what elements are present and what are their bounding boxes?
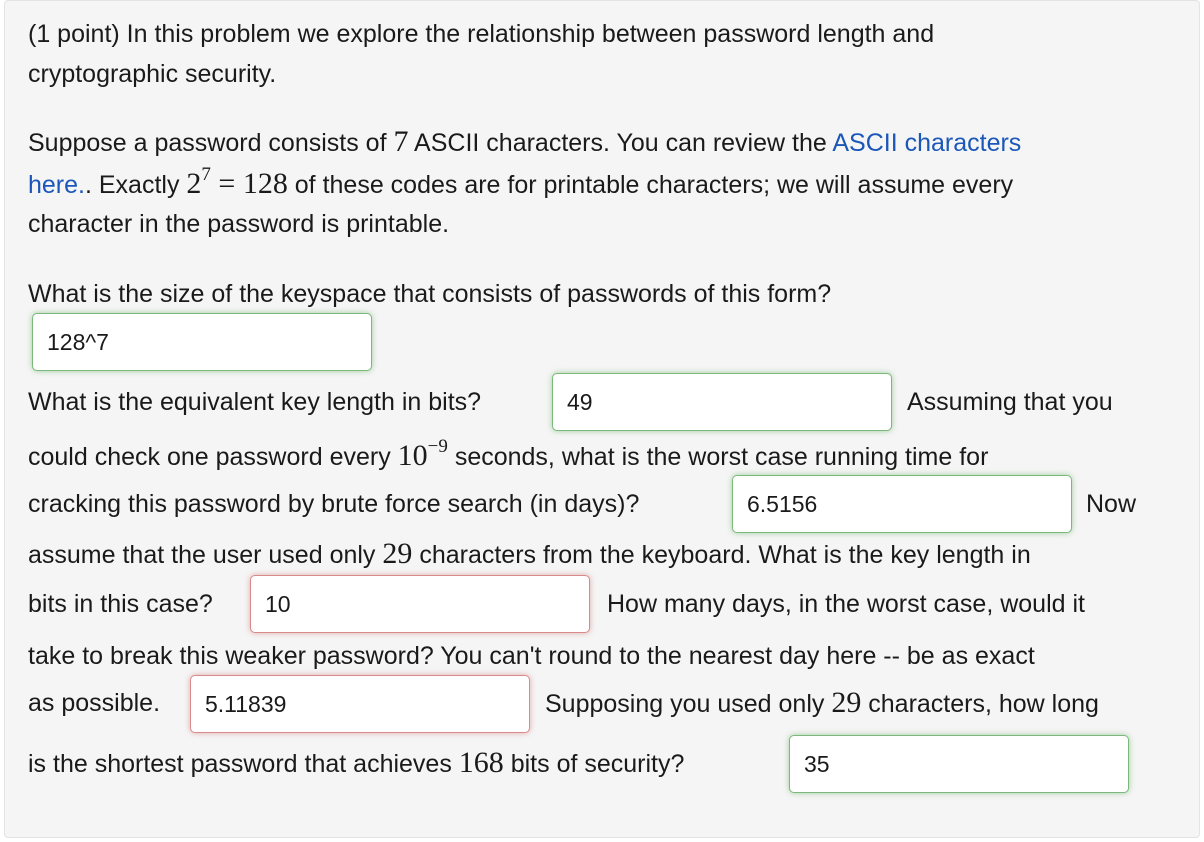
q4-text-a: assume that the user used only <box>28 541 383 569</box>
char-count-2: 29 <box>831 686 862 719</box>
para1-line-3: character in the password is printable. <box>28 210 450 238</box>
intro-text: In this problem we explore the relationship between password length and <box>119 20 935 48</box>
q3-text-b: seconds, what is the worst case running time for <box>447 443 989 471</box>
key-length-input[interactable] <box>552 373 892 431</box>
para1-text-d: of these codes are for printable characters; we will assume every <box>287 171 1014 199</box>
keyspace-input[interactable] <box>32 313 372 371</box>
weak-key-length-input[interactable] <box>250 575 590 633</box>
q5-after <box>545 688 1099 719</box>
weak-days-input[interactable] <box>190 675 530 733</box>
intro-line-1 <box>28 19 934 49</box>
q3-line-1 <box>28 436 989 475</box>
shortest-password-input[interactable] <box>789 735 1129 793</box>
para1-line-2 <box>28 164 1014 203</box>
q4-after: How many days, in the worst case, would it <box>607 590 1085 618</box>
intro-line-2: cryptographic security. <box>28 60 277 88</box>
q4-line-2: bits in this case? <box>28 590 213 618</box>
q6-text-a: is the shortest password that achieves <box>28 750 459 778</box>
q4-line-1 <box>28 539 1031 570</box>
q5-line-1: take to break this weaker password? You can't round to the nearest day here -- be as exact <box>28 642 1035 670</box>
para1-line-1 <box>28 127 1021 158</box>
q2-text: What is the equivalent key length in bits? <box>28 388 482 416</box>
q5-line-2: as possible. <box>28 689 161 717</box>
ascii-link-cont[interactable]: here. <box>28 171 85 199</box>
problem-panel <box>4 0 1200 838</box>
para1-text-b: ASCII characters. You can review the <box>408 129 833 157</box>
rate-base: 10 <box>397 439 428 472</box>
char-count: 29 <box>382 537 413 570</box>
bits-value: 168 <box>458 746 504 779</box>
num-chars: 7 <box>393 125 409 158</box>
q6-text-b: bits of security? <box>503 750 685 778</box>
q3-text-a: could check one password every <box>28 443 398 471</box>
running-time-input[interactable] <box>732 475 1072 533</box>
points-label: (1 point) <box>28 20 120 48</box>
power-exp: 7 <box>201 164 211 185</box>
ascii-link[interactable]: ASCII characters <box>832 129 1022 157</box>
para1-text-c: . Exactly <box>84 171 187 199</box>
q4-text-b: characters from the keyboard. What is the key length in <box>412 541 1031 569</box>
q5-after-a: Supposing you used only <box>545 690 832 718</box>
q3-after: Now <box>1086 490 1137 518</box>
q5-after-b: characters, how long <box>861 690 1099 718</box>
power-value: = 128 <box>210 167 288 200</box>
q3-line-2: cracking this password by brute force search (in days)? <box>28 490 640 518</box>
q1-text: What is the size of the keyspace that consists of passwords of this form? <box>28 280 832 308</box>
rate-exp: −9 <box>427 436 448 457</box>
power-base: 2 <box>186 167 202 200</box>
q6-text <box>28 748 684 779</box>
para1-text: Suppose a password consists of <box>28 129 394 157</box>
q2-after: Assuming that you <box>907 388 1113 416</box>
